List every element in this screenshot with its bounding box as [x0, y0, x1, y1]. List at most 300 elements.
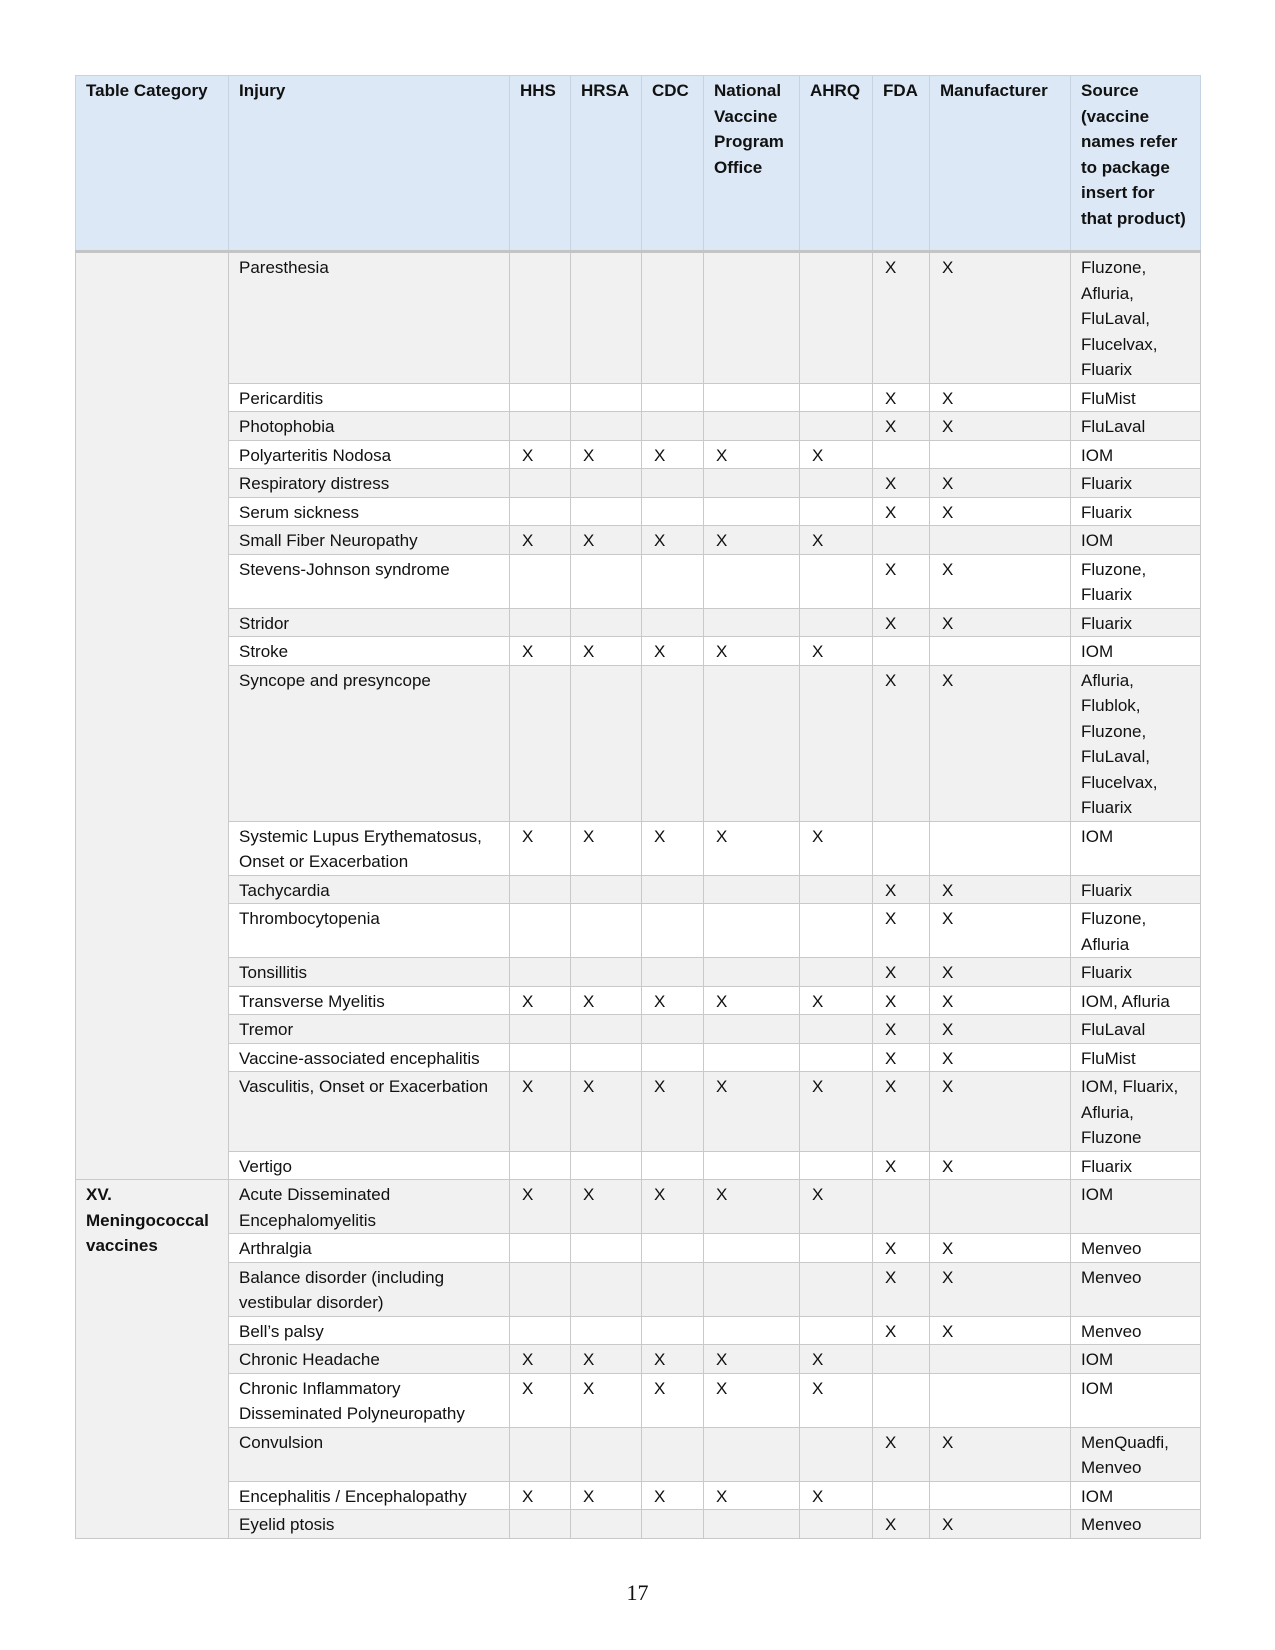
manufacturer-cell: X	[930, 875, 1071, 904]
hhs-cell	[510, 1262, 571, 1316]
hrsa-cell	[571, 904, 642, 958]
hrsa-cell	[571, 1015, 642, 1044]
ahrq-cell: X	[800, 1180, 873, 1234]
table-row	[76, 1481, 1201, 1510]
fda-cell	[873, 526, 930, 555]
nvpo-cell	[704, 1234, 800, 1263]
cdc-cell	[642, 1316, 704, 1345]
injury-cell: Thrombocytopenia	[229, 904, 510, 958]
fda-cell	[873, 1180, 930, 1234]
cdc-cell	[642, 1510, 704, 1539]
hhs-cell	[510, 497, 571, 526]
fda-cell: X	[873, 608, 930, 637]
table-row	[76, 497, 1201, 526]
ahrq-cell	[800, 1262, 873, 1316]
source-cell: IOM, Afluria	[1071, 986, 1201, 1015]
nvpo-cell	[704, 383, 800, 412]
injury-table	[75, 75, 1201, 1539]
injury-cell: Stroke	[229, 637, 510, 666]
injury-cell: Vertigo	[229, 1151, 510, 1180]
nvpo-cell	[704, 875, 800, 904]
fda-cell: X	[873, 412, 930, 441]
manufacturer-cell: X	[930, 1043, 1071, 1072]
manufacturer-cell: X	[930, 252, 1071, 384]
fda-cell: X	[873, 1072, 930, 1152]
fda-cell: X	[873, 665, 930, 821]
hhs-cell	[510, 1151, 571, 1180]
hhs-cell	[510, 469, 571, 498]
hhs-cell	[510, 1234, 571, 1263]
source-cell: Fluarix	[1071, 497, 1201, 526]
ahrq-cell	[800, 608, 873, 637]
fda-cell: X	[873, 1234, 930, 1263]
cdc-cell	[642, 469, 704, 498]
hhs-cell	[510, 1316, 571, 1345]
hhs-cell: X	[510, 637, 571, 666]
table-row	[76, 1262, 1201, 1316]
source-cell: MenQuadfi, Menveo	[1071, 1427, 1201, 1481]
ahrq-cell	[800, 665, 873, 821]
manufacturer-cell	[930, 637, 1071, 666]
nvpo-cell: X	[704, 526, 800, 555]
source-cell: IOM	[1071, 1481, 1201, 1510]
manufacturer-cell	[930, 1481, 1071, 1510]
cdc-cell	[642, 665, 704, 821]
table-row	[76, 1510, 1201, 1539]
fda-cell	[873, 1373, 930, 1427]
injury-cell: Arthralgia	[229, 1234, 510, 1263]
table-row	[76, 1043, 1201, 1072]
injury-cell: Transverse Myelitis	[229, 986, 510, 1015]
source-cell: Fluarix	[1071, 958, 1201, 987]
ahrq-cell: X	[800, 526, 873, 555]
table-row	[76, 469, 1201, 498]
ahrq-cell	[800, 1234, 873, 1263]
injury-cell: Vaccine-associated encephalitis	[229, 1043, 510, 1072]
hhs-cell: X	[510, 1180, 571, 1234]
ahrq-cell	[800, 1015, 873, 1044]
cdc-cell	[642, 497, 704, 526]
ahrq-cell	[800, 1043, 873, 1072]
cdc-cell	[642, 608, 704, 637]
nvpo-cell: X	[704, 1180, 800, 1234]
cdc-cell	[642, 1043, 704, 1072]
table-row	[76, 440, 1201, 469]
nvpo-cell: X	[704, 1072, 800, 1152]
table-row	[76, 1316, 1201, 1345]
ahrq-cell: X	[800, 1373, 873, 1427]
hhs-cell	[510, 875, 571, 904]
hrsa-cell: X	[571, 637, 642, 666]
nvpo-cell: X	[704, 440, 800, 469]
source-cell: IOM	[1071, 1373, 1201, 1427]
manufacturer-cell	[930, 526, 1071, 555]
manufacturer-cell: X	[930, 383, 1071, 412]
manufacturer-cell: X	[930, 1262, 1071, 1316]
fda-cell: X	[873, 1015, 930, 1044]
header-table-category: Table Category	[76, 76, 229, 252]
cdc-cell	[642, 1262, 704, 1316]
injury-cell: Chronic Headache	[229, 1345, 510, 1374]
nvpo-cell	[704, 1316, 800, 1345]
hhs-cell: X	[510, 1481, 571, 1510]
table-row	[76, 1234, 1201, 1263]
manufacturer-cell: X	[930, 412, 1071, 441]
table-header	[76, 76, 1201, 252]
table-row	[76, 986, 1201, 1015]
injury-cell: Serum sickness	[229, 497, 510, 526]
table-row	[76, 821, 1201, 875]
cdc-cell: X	[642, 1481, 704, 1510]
ahrq-cell	[800, 412, 873, 441]
hhs-cell	[510, 1510, 571, 1539]
manufacturer-cell	[930, 1345, 1071, 1374]
hhs-cell	[510, 383, 571, 412]
fda-cell	[873, 1345, 930, 1374]
source-cell: IOM, Fluarix, Afluria, Fluzone	[1071, 1072, 1201, 1152]
source-cell: Menveo	[1071, 1262, 1201, 1316]
manufacturer-cell: X	[930, 1427, 1071, 1481]
nvpo-cell	[704, 469, 800, 498]
hhs-cell	[510, 554, 571, 608]
hrsa-cell	[571, 875, 642, 904]
injury-cell: Stevens-Johnson syndrome	[229, 554, 510, 608]
injury-cell: Syncope and presyncope	[229, 665, 510, 821]
hrsa-cell: X	[571, 821, 642, 875]
hrsa-cell	[571, 1234, 642, 1263]
hrsa-cell: X	[571, 1373, 642, 1427]
manufacturer-cell: X	[930, 469, 1071, 498]
hrsa-cell	[571, 665, 642, 821]
fda-cell	[873, 440, 930, 469]
nvpo-cell	[704, 554, 800, 608]
cdc-cell	[642, 875, 704, 904]
source-cell: Menveo	[1071, 1510, 1201, 1539]
injury-cell: Systemic Lupus Erythematosus, Onset or Exacerbation	[229, 821, 510, 875]
hhs-cell: X	[510, 1345, 571, 1374]
source-cell: Fluarix	[1071, 875, 1201, 904]
injury-cell: Eyelid ptosis	[229, 1510, 510, 1539]
hhs-cell: X	[510, 440, 571, 469]
injury-cell: Acute Disseminated Encephalomyelitis	[229, 1180, 510, 1234]
table-row	[76, 637, 1201, 666]
nvpo-cell	[704, 608, 800, 637]
table-row	[76, 1151, 1201, 1180]
hhs-cell	[510, 1043, 571, 1072]
source-cell: Afluria, Flublok, Fluzone, FluLaval, Flucelvax, Fluarix	[1071, 665, 1201, 821]
hhs-cell	[510, 1427, 571, 1481]
hrsa-cell	[571, 1262, 642, 1316]
source-cell: FluMist	[1071, 1043, 1201, 1072]
hhs-cell: X	[510, 986, 571, 1015]
hrsa-cell	[571, 412, 642, 441]
table-row	[76, 412, 1201, 441]
source-cell: IOM	[1071, 1345, 1201, 1374]
nvpo-cell	[704, 497, 800, 526]
header-nvpo: National Vaccine Program Office	[704, 76, 800, 252]
fda-cell: X	[873, 469, 930, 498]
source-cell: IOM	[1071, 637, 1201, 666]
fda-cell: X	[873, 383, 930, 412]
hrsa-cell: X	[571, 1180, 642, 1234]
source-cell: Menveo	[1071, 1234, 1201, 1263]
source-cell: Menveo	[1071, 1316, 1201, 1345]
nvpo-cell: X	[704, 637, 800, 666]
injury-cell: Tonsillitis	[229, 958, 510, 987]
cdc-cell: X	[642, 637, 704, 666]
hrsa-cell	[571, 469, 642, 498]
hhs-cell	[510, 1015, 571, 1044]
manufacturer-cell: X	[930, 1510, 1071, 1539]
header-source: Source (vaccine names refer to package insert for that product)	[1071, 76, 1201, 252]
ahrq-cell	[800, 904, 873, 958]
source-cell: Fluarix	[1071, 1151, 1201, 1180]
nvpo-cell	[704, 412, 800, 441]
source-cell: FluLaval	[1071, 412, 1201, 441]
hrsa-cell: X	[571, 1072, 642, 1152]
nvpo-cell	[704, 1262, 800, 1316]
hhs-cell	[510, 608, 571, 637]
fda-cell: X	[873, 875, 930, 904]
nvpo-cell	[704, 252, 800, 384]
injury-cell: Small Fiber Neuropathy	[229, 526, 510, 555]
cdc-cell: X	[642, 526, 704, 555]
cdc-cell: X	[642, 440, 704, 469]
hrsa-cell	[571, 554, 642, 608]
hrsa-cell	[571, 1316, 642, 1345]
nvpo-cell: X	[704, 821, 800, 875]
cdc-cell: X	[642, 986, 704, 1015]
nvpo-cell: X	[704, 1345, 800, 1374]
fda-cell: X	[873, 1262, 930, 1316]
fda-cell: X	[873, 1510, 930, 1539]
fda-cell: X	[873, 1316, 930, 1345]
nvpo-cell	[704, 1151, 800, 1180]
header-manufacturer: Manufacturer	[930, 76, 1071, 252]
injury-cell: Photophobia	[229, 412, 510, 441]
ahrq-cell	[800, 958, 873, 987]
fda-cell: X	[873, 986, 930, 1015]
cdc-cell	[642, 554, 704, 608]
nvpo-cell: X	[704, 1373, 800, 1427]
hhs-cell: X	[510, 526, 571, 555]
manufacturer-cell: X	[930, 904, 1071, 958]
ahrq-cell	[800, 469, 873, 498]
hhs-cell	[510, 252, 571, 384]
header-hrsa: HRSA	[571, 76, 642, 252]
fda-cell: X	[873, 252, 930, 384]
page-number: 17	[626, 1580, 649, 1605]
header-cdc: CDC	[642, 76, 704, 252]
fda-cell	[873, 637, 930, 666]
table-category-cell: XV. Meningococcal vaccines	[76, 1180, 229, 1539]
cdc-cell: X	[642, 1180, 704, 1234]
manufacturer-cell: X	[930, 1072, 1071, 1152]
ahrq-cell	[800, 383, 873, 412]
manufacturer-cell: X	[930, 554, 1071, 608]
hrsa-cell	[571, 252, 642, 384]
injury-cell: Convulsion	[229, 1427, 510, 1481]
ahrq-cell: X	[800, 1481, 873, 1510]
hhs-cell	[510, 958, 571, 987]
hrsa-cell	[571, 608, 642, 637]
cdc-cell	[642, 412, 704, 441]
ahrq-cell	[800, 1510, 873, 1539]
manufacturer-cell: X	[930, 665, 1071, 821]
manufacturer-cell: X	[930, 1151, 1071, 1180]
hrsa-cell	[571, 1043, 642, 1072]
fda-cell: X	[873, 1151, 930, 1180]
injury-cell: Encephalitis / Encephalopathy	[229, 1481, 510, 1510]
nvpo-cell: X	[704, 1481, 800, 1510]
injury-cell: Chronic Inflammatory Disseminated Polyneuropathy	[229, 1373, 510, 1427]
source-cell: FluMist	[1071, 383, 1201, 412]
nvpo-cell	[704, 904, 800, 958]
hhs-cell: X	[510, 1072, 571, 1152]
ahrq-cell	[800, 554, 873, 608]
table-row	[76, 383, 1201, 412]
table-row	[76, 1015, 1201, 1044]
cdc-cell: X	[642, 1373, 704, 1427]
table-body	[76, 252, 1201, 1539]
table-row	[76, 875, 1201, 904]
cdc-cell: X	[642, 1345, 704, 1374]
table-row	[76, 904, 1201, 958]
ahrq-cell	[800, 1151, 873, 1180]
source-cell: Fluzone, Afluria, FluLaval, Flucelvax, Fluarix	[1071, 252, 1201, 384]
manufacturer-cell: X	[930, 1015, 1071, 1044]
source-cell: IOM	[1071, 526, 1201, 555]
table-row	[76, 252, 1201, 384]
ahrq-cell: X	[800, 637, 873, 666]
nvpo-cell	[704, 1015, 800, 1044]
header-fda: FDA	[873, 76, 930, 252]
cdc-cell	[642, 904, 704, 958]
hhs-cell: X	[510, 1373, 571, 1427]
manufacturer-cell	[930, 821, 1071, 875]
header-injury: Injury	[229, 76, 510, 252]
hrsa-cell	[571, 383, 642, 412]
injury-cell: Respiratory distress	[229, 469, 510, 498]
hhs-cell: X	[510, 821, 571, 875]
cdc-cell	[642, 252, 704, 384]
source-cell: Fluarix	[1071, 469, 1201, 498]
hrsa-cell	[571, 1427, 642, 1481]
fda-cell	[873, 821, 930, 875]
hrsa-cell	[571, 958, 642, 987]
source-cell: Fluarix	[1071, 608, 1201, 637]
ahrq-cell	[800, 1427, 873, 1481]
header-hhs: HHS	[510, 76, 571, 252]
table-row	[76, 608, 1201, 637]
hhs-cell	[510, 412, 571, 441]
injury-cell: Tachycardia	[229, 875, 510, 904]
source-cell: IOM	[1071, 440, 1201, 469]
nvpo-cell: X	[704, 986, 800, 1015]
fda-cell: X	[873, 1427, 930, 1481]
hrsa-cell	[571, 497, 642, 526]
table-row	[76, 554, 1201, 608]
fda-cell: X	[873, 497, 930, 526]
table-row	[76, 1373, 1201, 1427]
source-cell: IOM	[1071, 1180, 1201, 1234]
source-cell: FluLaval	[1071, 1015, 1201, 1044]
ahrq-cell	[800, 1316, 873, 1345]
fda-cell: X	[873, 1043, 930, 1072]
source-cell: Fluzone, Afluria	[1071, 904, 1201, 958]
manufacturer-cell: X	[930, 1316, 1071, 1345]
injury-cell: Paresthesia	[229, 252, 510, 384]
fda-cell	[873, 1481, 930, 1510]
nvpo-cell	[704, 958, 800, 987]
cdc-cell	[642, 1151, 704, 1180]
ahrq-cell	[800, 875, 873, 904]
nvpo-cell	[704, 1043, 800, 1072]
fda-cell: X	[873, 554, 930, 608]
nvpo-cell	[704, 1510, 800, 1539]
manufacturer-cell: X	[930, 986, 1071, 1015]
nvpo-cell	[704, 1427, 800, 1481]
hrsa-cell	[571, 1151, 642, 1180]
injury-cell: Pericarditis	[229, 383, 510, 412]
manufacturer-cell	[930, 1180, 1071, 1234]
ahrq-cell: X	[800, 440, 873, 469]
hrsa-cell: X	[571, 1345, 642, 1374]
hrsa-cell	[571, 1510, 642, 1539]
fda-cell: X	[873, 904, 930, 958]
manufacturer-cell	[930, 1373, 1071, 1427]
table-category-cell	[76, 252, 229, 1180]
injury-cell: Stridor	[229, 608, 510, 637]
hrsa-cell: X	[571, 526, 642, 555]
injury-cell: Polyarteritis Nodosa	[229, 440, 510, 469]
ahrq-cell	[800, 252, 873, 384]
ahrq-cell: X	[800, 986, 873, 1015]
source-cell: Fluzone, Fluarix	[1071, 554, 1201, 608]
ahrq-cell: X	[800, 1345, 873, 1374]
cdc-cell: X	[642, 1072, 704, 1152]
table-row	[76, 526, 1201, 555]
hhs-cell	[510, 665, 571, 821]
ahrq-cell: X	[800, 1072, 873, 1152]
hhs-cell	[510, 904, 571, 958]
manufacturer-cell: X	[930, 1234, 1071, 1263]
hrsa-cell: X	[571, 986, 642, 1015]
ahrq-cell	[800, 497, 873, 526]
cdc-cell	[642, 958, 704, 987]
injury-cell: Bell’s palsy	[229, 1316, 510, 1345]
table-row	[76, 1427, 1201, 1481]
cdc-cell	[642, 1234, 704, 1263]
manufacturer-cell	[930, 440, 1071, 469]
cdc-cell	[642, 383, 704, 412]
cdc-cell	[642, 1427, 704, 1481]
table-row	[76, 665, 1201, 821]
table-row	[76, 1180, 1201, 1234]
manufacturer-cell: X	[930, 497, 1071, 526]
injury-cell: Balance disorder (including vestibular disorder)	[229, 1262, 510, 1316]
manufacturer-cell: X	[930, 958, 1071, 987]
manufacturer-cell: X	[930, 608, 1071, 637]
nvpo-cell	[704, 665, 800, 821]
table-row	[76, 1345, 1201, 1374]
fda-cell: X	[873, 958, 930, 987]
ahrq-cell: X	[800, 821, 873, 875]
injury-cell: Tremor	[229, 1015, 510, 1044]
hrsa-cell: X	[571, 440, 642, 469]
cdc-cell	[642, 1015, 704, 1044]
header-ahrq: AHRQ	[800, 76, 873, 252]
